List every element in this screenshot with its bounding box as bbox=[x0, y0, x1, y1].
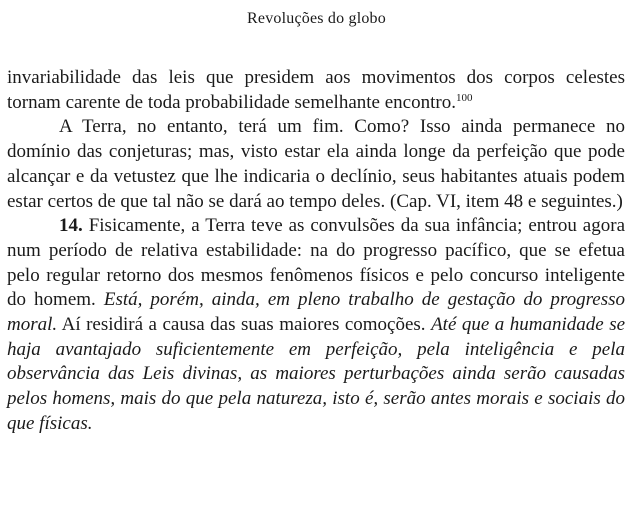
paragraph-1-text: invariabilidade das leis que presidem aos movimentos dos corpos celestes tornam carente de toda probabilidade semelhante encontro. bbox=[7, 67, 625, 113]
footnote-reference: 100 bbox=[455, 91, 473, 104]
paragraph-14-italic-2: Até que a humanidade se haja avantajado suficientemente em perfeição, pela inteligência e pela observância das Leis divinas, as maiores perturbações ainda serão causadas pelos homens, mais do que pela natureza, isto é, serão antes morais e sociais do que físicas. bbox=[7, 314, 626, 434]
running-header: Revoluções do globo bbox=[247, 10, 386, 27]
paragraph-14 bbox=[7, 214, 625, 436]
body-text bbox=[7, 66, 625, 437]
paragraph-continuation bbox=[7, 66, 625, 115]
paragraph-14-text-2: Aí residirá a causa das suas maiores comoções. bbox=[61, 314, 426, 336]
paragraph-14-italic-1: Está, porém, ainda, em pleno trabalho de gestação do progresso moral. bbox=[7, 289, 625, 336]
paragraph-number: 14. bbox=[59, 215, 83, 237]
paragraph-earth-end: A Terra, no entanto, terá um fim. Como? Isso ainda permanece no domínio das conjeturas; mas, visto estar ela ainda longe da perfeição que pode alcançar e da vetustez que lhe indicaria o declínio, seus habitantes atuais podem estar certos de que tal não se dará ao tempo deles. (Cap. VI, item 48 e seguintes.) bbox=[7, 116, 625, 212]
paragraph-14-text-1: Fisicamente, a Terra teve as convulsões da sua infância; entrou agora num período de relativa estabilidade: na do progresso pacífico, que se efetua pelo regular retorno dos mesmos fenômenos físicos e pelo concurso inteligente do homem. bbox=[7, 215, 626, 311]
